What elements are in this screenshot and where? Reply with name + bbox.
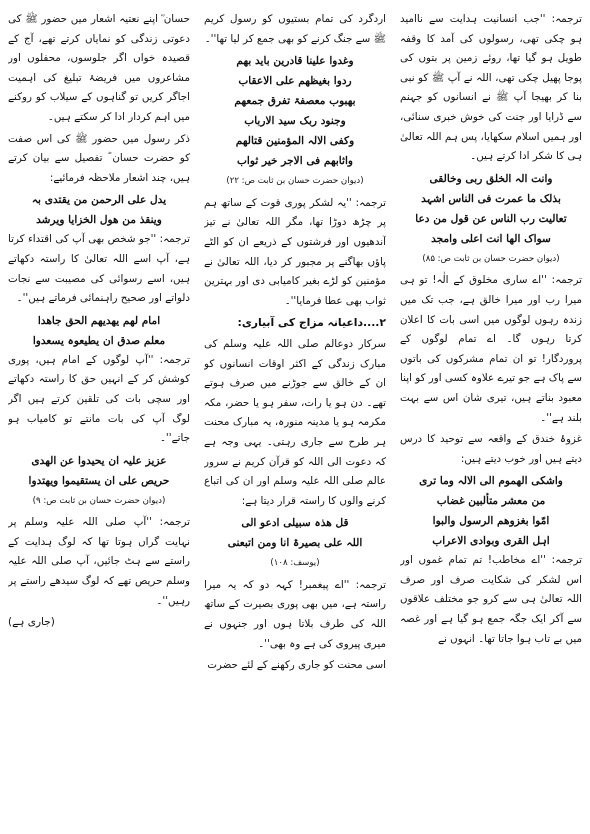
arabic-verse: وغدوا علینا قادرین باید بھم <box>236 55 354 68</box>
paragraph: ترجمہ: ''اے پیغمبر! کہہ دو کہ یہ میرا راستہ ہے، میں بھی پوری بصیرت کے ساتھ اللہ کی طرف بلاتا ہوں اور جنہوں نے میری پیروی کی ہے وہ بھی''۔ <box>204 578 386 650</box>
arabic-verse: قل ھذہ سبیلی ادعو الی <box>241 517 349 530</box>
paragraph: حسان ؓ اپنے نعتیہ اشعار میں حضور ﷺ کی دعوتی زندگی کو نمایاں کرتے تھے، آج کے قصیدہ خواں اگر جلوسوں، محفلوں اور مشاعروں میں فریضۂ تبلیغ کی اہمیت اجاگر کریں تو گناہوں کے سیلاب کو روکنے میں اہم کردار ادا کر سکتے ہیں۔ <box>8 13 190 123</box>
arabic-verse: بھبوب معصفۃ تفرق جمعھم <box>234 95 356 108</box>
paragraph: ترجمہ: ''یہ لشکر پوری قوت کے ساتھ ہم پر چڑھ دوڑا تھا، مگر اللہ تعالیٰ نے تیز آندھیوں اور فرشتوں کے ذریعے ان کو الٹے پاؤں بھاگنے پر مجبور کر دیا، اللہ تعالیٰ نے مؤمنین کو لڑے بغیر کامیابی دی اور بہترین ثواب بھی عطا فرمایا''۔ <box>204 196 386 307</box>
column-middle <box>204 10 386 822</box>
arabic-verse: واثابھم فی الاجر خیر ثواب <box>236 155 354 168</box>
arabic-verse: بذلک ما عمرت فی الناس اشہد <box>421 192 561 205</box>
section-heading: ۲....داعیانہ مزاج کی آبیاری: <box>237 316 386 330</box>
paragraph: ترجمہ: ''اے ساری مخلوق کے الٰہ! تو ہی میرا رب اور میرا خالق ہے، جب تک میں زندہ رہوں لوگوں میں اسی بات کا اعلان کرتا رہوں گا۔ اے تمام لوگوں کے پروردگار! تو ان تمام مشرکوں کی باتوں سے پاک ہے جو تیرے علاوہ کسی اور کو اپنا معبود بناتے ہیں، تیری شان اس سے بہت بلند ہے''۔ <box>400 274 582 424</box>
citation: (دیوان حضرت حسان بن ثابت ص: ۹) <box>32 495 166 506</box>
citation: (دیوان حضرت حسان بن ثابت ص: ۸۵) <box>422 253 560 264</box>
paragraph: اردگرد کی تمام بستیوں کو رسول کریم ﷺ سے جنگ کرنے کو بھی جمع کر لیا تھا''۔ <box>204 13 386 45</box>
paragraph: ترجمہ: ''جو شخص بھی آپ کی اقتداء کرتا ہے، آپ اسے اللہ تعالیٰ کا راستہ دکھاتے ہیں، اسے رسوائی کی مصیبت سے نجات دلواتے اور صحیح راہنمائی فرماتے ہیں''۔ <box>8 233 190 305</box>
citation: (دیوان حضرت حسان بن ثابت ص: ۲۲) <box>226 176 364 187</box>
arabic-verse: من معشر متألبین غضاب <box>436 495 546 508</box>
paragraph: ترجمہ: ''جب انسانیت ہدایت سے ناامید ہو چکی تھی، رسولوں کی آمد کا وقفہ طویل ہو گیا تھا، روئے زمین پر بتوں کی پوجا پھیل چکی تھی، اللہ نے آپ ﷺ کو نبی بنا کر بھیجا آپ ﷺ نے انسانوں کو جہنم سے ڈرایا اور جنت کی خوش خبری سنائی، اور ہمیں اسلام سکھایا، پس ہم اللہ تعالیٰ ہی کا شکر ادا کرتے ہیں۔ <box>400 13 582 163</box>
arabic-verse: یدل علی الرحمن من یقتدی بہ <box>31 194 167 207</box>
arabic-verse: اہل القری وبوادی الاعراب <box>432 535 550 548</box>
column-right <box>400 10 582 822</box>
arabic-verse: اللہ علی بصیرۃ انا ومن اتبعنی <box>227 537 363 550</box>
arabic-verse: تعالیت رب الناس عن قول من دعا <box>415 212 567 225</box>
citation: (یوسف: ۱۰۸) <box>270 558 320 569</box>
arabic-verse: وینقذ من ھول الخزایا ویرشد <box>36 214 162 227</box>
arabic-verse: وکفی الالہ المؤمنین قتالھم <box>235 135 355 148</box>
paragraph: سرکار دوعالم صلی اللہ علیہ وسلم کی مبارک زندگی کے اکثر اوقات انسانوں کو ان کے خالق سے جوڑنے میں صرف ہوتے تھے۔ دن ہو یا رات، سفر ہو یا حضر، مکہ مکرمہ ہو یا مدینہ منورہ، یہ مبارک محنت ہر طرح سے جاری رہتی۔ یہی وجہ ہے کہ دعوت الی اللہ کو قرآن کریم نے سرور عالم صلی اللہ علیہ وسلم اور ان کی اتباع کرنے والوں کا راستہ قرار دیتا ہے: <box>204 337 386 507</box>
arabic-verse: حریص علی ان یستقیموا ویھتدوا <box>28 474 170 487</box>
paragraph: اسی محنت کو جاری رکھنے کے لئے حضرت <box>207 659 386 672</box>
arabic-verse: واشکی الھموم الی الالہ وما تری <box>419 475 563 488</box>
column-left <box>8 10 190 822</box>
continuation-note: (جاری ہے) <box>8 616 55 629</box>
arabic-verse: وجنود ربک سید الارباب <box>244 115 346 128</box>
arabic-verse: وانت الہ الخلق ربی وخالقی <box>429 172 553 185</box>
arabic-verse: معلم صدق ان یطیعوہ یسعدوا <box>32 334 166 347</box>
paragraph: ذکر رسول میں حضور ﷺ کی اس صفت کو حضرت حسان ؓ تفصیل سے بیان کرتے ہیں، چند اشعار ملاحظہ فرمائیے: <box>8 132 190 184</box>
arabic-verse: سواک الھا انت اعلی وامجد <box>431 232 551 245</box>
paragraph: ترجمہ: ''اے مخاطب! تم تمام غموں اور اس لشکر کی شکایت صرف اور صرف اللہ تعالیٰ ہی سے کرو جو مختلف علاقوں سے آکر ایک جگہ جمع ہو گیا ہے اور غصہ میں بے تاب ہوا جاتا تھا۔ انہوں نے <box>400 554 582 645</box>
paragraph: ترجمہ: ''آپ لوگوں کے امام ہیں، پوری کوشش کر کے انہیں حق کا راستہ دکھاتے اور سچی بات کی تلقین کرتے ہیں اگر لوگ آپ کی بات مانتے تو کامیاب ہو جاتے''۔ <box>8 353 190 445</box>
paragraph: ترجمہ: ''آپ صلی اللہ علیہ وسلم پر نہایت گراں ہوتا تھا کہ لوگ ہدایت کے راستے سے ہٹ جائیں، آپ صلی اللہ علیہ وسلم حریص تھے کہ لوگ سیدھے راستے پر رہیں''۔ <box>8 516 190 607</box>
arabic-verse: امّوا بغزوھم الرسول والبوا <box>432 515 550 528</box>
arabic-verse: عزیز علیہ ان یحیدوا عن الھدی <box>31 454 167 467</box>
paragraph: غزوۂ خندق کے واقعہ سے توحید کا درس دیتے ہیں اور خوب دیتے ہیں: <box>400 433 582 465</box>
arabic-verse: ردوا بغیظھم علی الاعقاب <box>238 75 352 88</box>
arabic-verse: امام لھم یھدیھم الحق جاھدا <box>37 314 161 327</box>
